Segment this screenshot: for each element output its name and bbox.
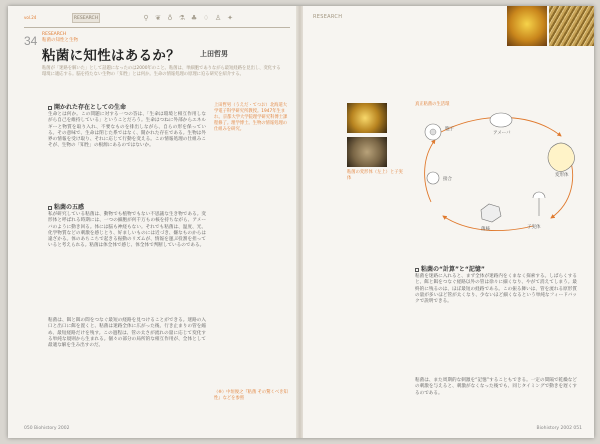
flask-icon: ⚗ bbox=[178, 14, 186, 22]
article-lead: 粘菌が「迷路を解いた」として話題になったのは2000年のこと。粘菌は、単細胞でありながら最短経路を見出し、変化する環境に適応する。脳を持たない生物の「知性」とは何か。生命の情報処理の原理に迫る研究を紹介する。 bbox=[42, 66, 281, 78]
left-page bbox=[8, 6, 299, 438]
right-page bbox=[303, 6, 594, 438]
diagram-label-amoeba: アメーバ bbox=[493, 131, 511, 136]
tree-icon: ♣ bbox=[190, 14, 198, 22]
magazine-spread bbox=[8, 6, 594, 438]
microscope-icon: ⚲ bbox=[143, 14, 149, 22]
section-number: vol.24 bbox=[24, 15, 37, 20]
star-icon: ✦ bbox=[227, 14, 233, 22]
section-heading-2: 粘菌の五感 bbox=[48, 202, 84, 211]
body-column-4: 粘菌を迷路に入れると、まず全体が迷路内をくまなく探索する。しばらくすると、餌と餌をつなぐ経路以外の管は徐々に細くなり、やがて消えてしまう。最終的に残るのは、ほぼ最短の経路である。この振る舞いは、管を流れる原形質の量が多いほど管が太くなり、少ないほど細くなるという単純なフィードバックで説明できる。 bbox=[415, 274, 577, 305]
article-author: 上田哲男 bbox=[200, 50, 228, 58]
body-column-3: 粘菌は、餌と餌の間をつなぐ最短の経路を見つけることができる。迷路の入口と出口に餌を置くと、粘菌は迷路全体に広がった後、行き止まりの管を縮め、最短経路だけを残す。この過程は、管の太さが流れの量に応じて変化する単純な規則から生まれる。個々の部分の局所的な相互作用が、全体として最適な解を生み出すのだ。 bbox=[48, 318, 206, 349]
header-rule bbox=[24, 27, 290, 28]
life-cycle-diagram bbox=[411, 106, 587, 238]
research-tab: RESEARCH bbox=[72, 13, 100, 23]
sporangia-photo bbox=[347, 137, 387, 167]
article-number: 34 bbox=[24, 34, 38, 48]
diagram-label-spore: 胞子 bbox=[445, 127, 454, 132]
article-kicker bbox=[42, 32, 78, 44]
body-column-2: 私が研究している粘菌は、動物でも植物でもない不思議な生き物である。変形体と呼ばれる時期には、一つの細胞が何千万もの核を持ちながら、アメーバのように動き回る。体には脳も神経もない。それでも粘菌は、温度、光、化学物質などの刺激を感じとり、好ましいものには近づき、嫌なものからは遠ざかる。体のあちこちで起きる振動のリズムが、情報を運ぶ役割を担っていると考えられる。粘菌は体全体で感じ、体全体で判断しているのである。 bbox=[48, 212, 206, 249]
diagram-caption: 真正粘菌の生活環 bbox=[415, 102, 450, 107]
kicker-label: RESEARCH bbox=[42, 32, 67, 37]
slime-mold-photo-2 bbox=[549, 6, 594, 46]
diagram-label-sclerotium: 菌核 bbox=[481, 227, 490, 232]
leaf-icon: ❦ bbox=[155, 14, 161, 22]
plasmodium-drawing bbox=[548, 143, 575, 172]
drop-icon: ♢ bbox=[202, 14, 210, 22]
kicker-sub: 粘菌の知性と生物 bbox=[42, 38, 78, 43]
photo-caption: 粘菌の変形体（左上）と子実体 bbox=[347, 170, 403, 182]
author-bio: 上田哲男（うえだ・てつお）北海道大学電子科学研究所教授。1947年生まれ。京都大学大学院理学研究科博士課程修了。理学博士。生物の情報処理の仕組みを研究。 bbox=[214, 103, 288, 133]
person-icon: ♙ bbox=[214, 14, 222, 22]
reference-note: （※）中垣俊之『粘菌 その驚くべき知性』などを参照 bbox=[214, 390, 288, 402]
zygote-drawing bbox=[427, 172, 439, 184]
diagram-label-fruiting-body: 子実体 bbox=[527, 225, 541, 230]
fruiting-body-drawing bbox=[533, 192, 545, 216]
body-column-5: 粘菌は、また周期的な刺激を“記憶”することもできる。一定の間隔で乾燥などの刺激を与えると、刺激がなくなった後でも、同じタイミングで動きを遅くするのである。 bbox=[415, 378, 577, 396]
bulb-icon: ♁ bbox=[167, 14, 173, 22]
slime-mold-photo-1 bbox=[507, 6, 547, 46]
body-column-1: 生命とは何か。この問題に対する一つの答は、「生命は環境と相互作用しながら自己を維持している」ということだろう。生命はつねに外部からエネルギーと物質を取り入れ、不要なものを排出しながら、自らの形を保っている。その意味で、生命は閉じた系ではなく、開かれた存在である。生物は外界の情報を受け取り、それに応じて行動を変える。この情報処理の仕組みこそが、生物の「知性」の根源にあるのではないか。 bbox=[48, 112, 206, 149]
section-heading-3: 粘菌の“計算”と“記憶” bbox=[415, 264, 485, 273]
page-header bbox=[24, 13, 290, 27]
diagram-label-plasmodium: 変形体 bbox=[555, 173, 569, 178]
research-label: RESEARCH bbox=[313, 14, 343, 20]
footer-left: 050 Biohistory 2002 bbox=[24, 426, 70, 431]
plasmodium-photo bbox=[347, 103, 387, 133]
article-title: 粘菌に知性はあるか？ bbox=[42, 48, 180, 64]
footer-right: Biohistory 2002 051 bbox=[536, 426, 582, 431]
diagram-label-zygote: 接合 bbox=[443, 177, 452, 182]
section-heading-1: 開かれた存在としての生命 bbox=[48, 102, 126, 111]
cycle-arrow-4 bbox=[425, 140, 435, 202]
sclerotium-drawing bbox=[481, 204, 501, 222]
amoeba-drawing bbox=[490, 113, 512, 127]
